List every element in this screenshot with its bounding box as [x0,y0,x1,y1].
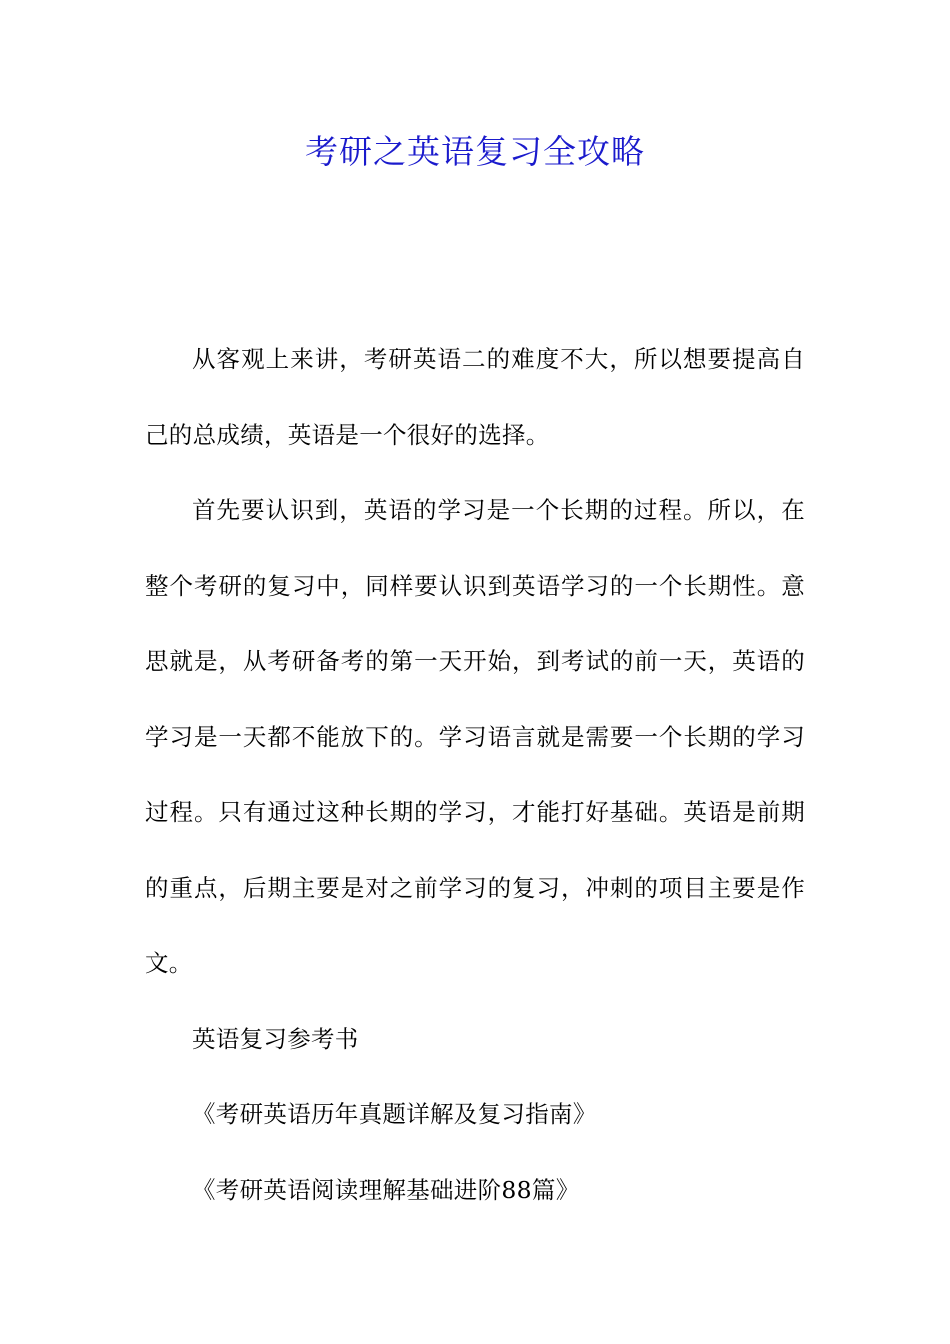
reference-book-item: 《考研英语历年真题详解及复习指南》 [192,1100,597,1128]
reference-book-item: 《考研英语阅读理解基础进阶88篇》 [192,1175,580,1204]
document-body [145,322,805,1228]
reference-books-heading: 英语复习参考书 [192,1024,359,1053]
paragraph-intro: 从客观上来讲，考研英语二的难度不大，所以想要提高自己的总成绩，英语是一个很好的选择。 [145,345,805,449]
paragraph-long-term-study: 首先要认识到，英语的学习是一个长期的过程。所以，在整个考研的复习中，同样要认识到英语学习的一个长期性。意思就是，从考研备考的第一天开始，到考试的前一天，英语的学习是一天都不能放下的。学习语言就是需要一个长期的学习过程。只有通过这种长期的学习，才能打好基础。英语是前期的重点，后期主要是对之前学习的复习，冲刺的项目主要是作文。 [145,496,805,977]
document-title: 考研之英语复习全攻略 [305,132,645,171]
